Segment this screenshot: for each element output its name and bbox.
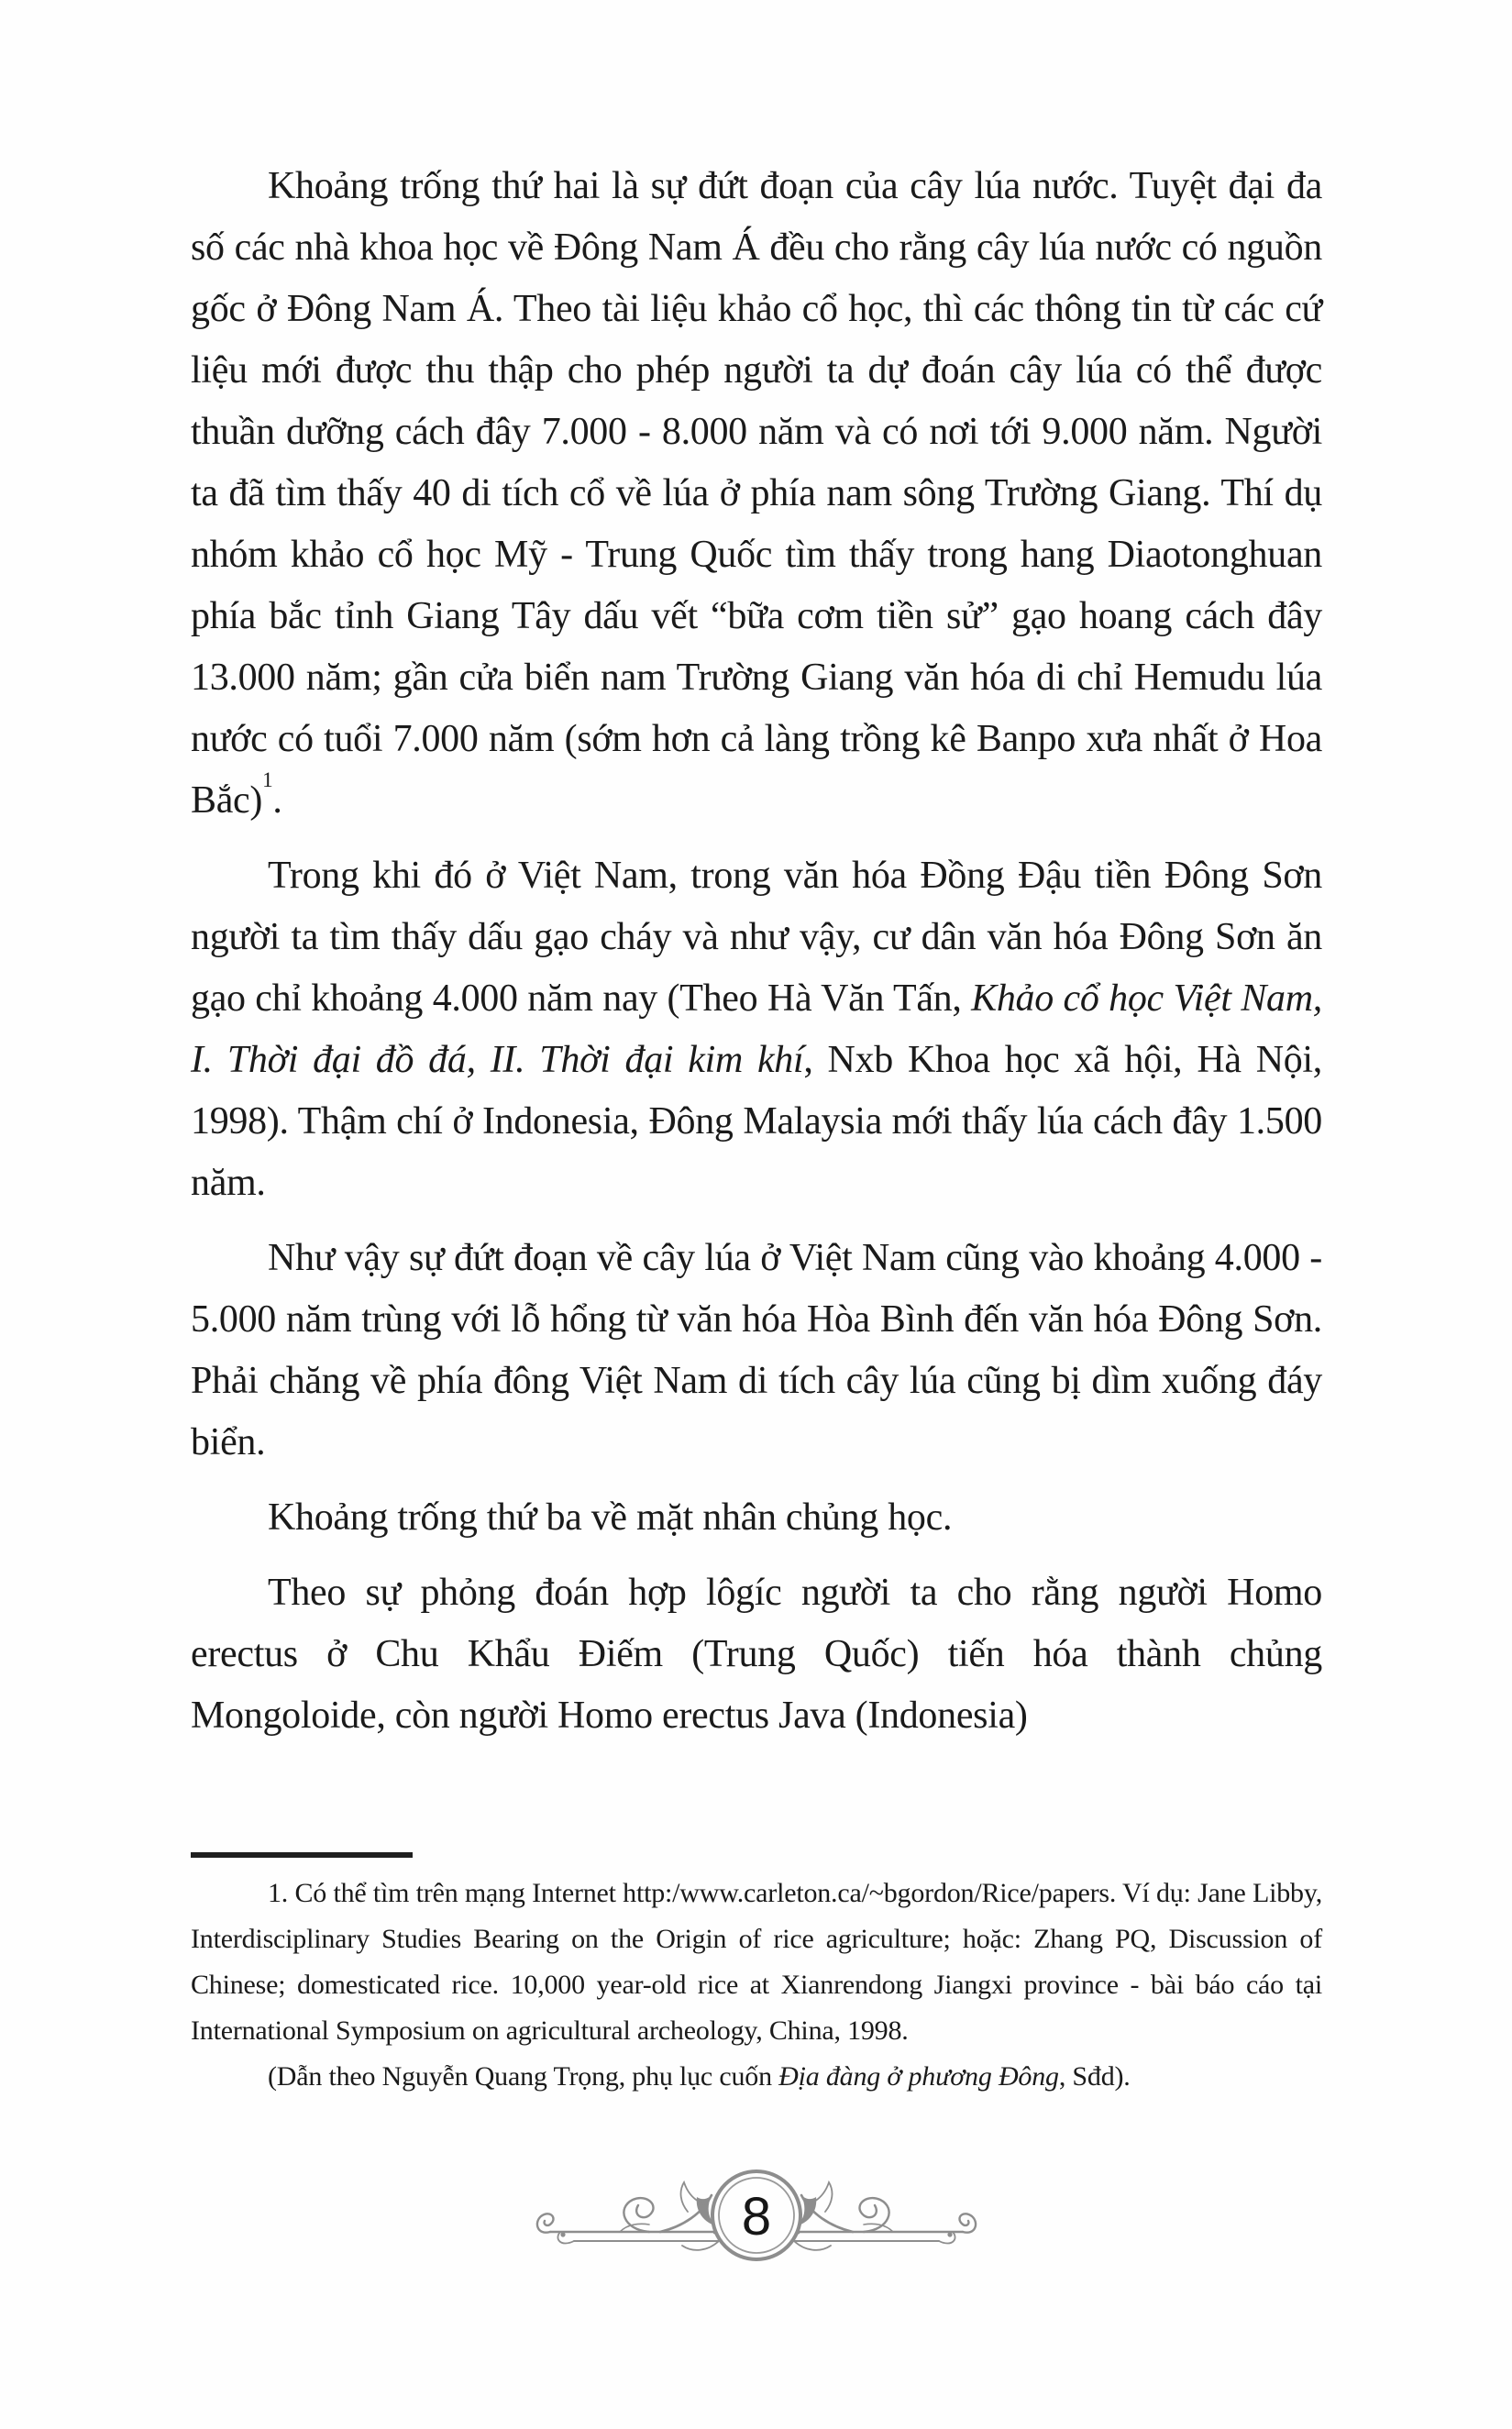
paragraph-2-text: Trong khi đó ở Việt Nam, trong văn hóa Đồng Đậu tiền Đông Sơn người ta tìm thấy dấu gạo cháy và như vậy, cư dân văn hóa Đông Sơn ăn gạo chỉ khoảng 4.000 năm nay (Theo Hà Văn Tấn, [191,855,1322,1020]
paragraph-4: Khoảng trống thứ ba về mặt nhân chủng học. [268,1496,953,1539]
page-number-ornament [0,2157,1512,2285]
footnote-2-text-end: , Sđd). [1058,2061,1131,2092]
paragraph-2 [191,845,1322,1214]
ornament-flourish-right [794,2182,976,2250]
footnote-2-book-title: Địa đàng ở phương Đông [778,2061,1059,2092]
paragraph-1 [191,156,1322,832]
paragraph-1-period: . [272,779,282,822]
paragraph-5: Theo sự phỏng đoán hợp lôgíc người ta cho rằng người Homo erectus ở Chu Khẩu Điếm (Trung Quốc) tiến hóa thành chủng Mongoloide, còn người Homo erectus Java (Indonesia) [191,1572,1322,1737]
paragraph-1-text: Khoảng trống thứ hai là sự đứt đoạn của cây lúa nước. Tuyệt đại đa số các nhà khoa học về Đông Nam Á đều cho rằng cây lúa nước có nguồn gốc ở Đông Nam Á. Theo tài liệu khảo cổ học, thì các thông tin từ các cứ liệu mới được thu thập cho phép người ta dự đoán cây lúa có thể được thuần dưỡng cách đây 7.000 - 8.000 năm và có nơi tới 9.000 năm. Người ta đã tìm thấy 40 di tích cổ về lúa ở phía nam sông Trường Giang. Thí dụ nhóm khảo cổ học Mỹ - Trung Quốc tìm thấy trong hang Diaotonghuan phía bắc tỉnh Giang Tây dấu vết “bữa cơm tiền sử” gạo hoang cách đây 13.000 năm; gần cửa biển nam Trường Giang văn hóa di chỉ Hemudu lúa nước có tuổi 7.000 năm (sớm hơn cả làng trồng kê Banpo xưa nhất ở Hoa Bắc) [191,165,1322,822]
footnote-1: 1. Có thể tìm trên mạng Internet http:/www.carleton.ca/~bgordon/Rice/papers. Ví dụ: Jane Libby, Interdisciplinary Studies Bearing on the Origin of rice agriculture; hoặc: Zhang PQ, Discussion of Chinese; domesticated rice. 10,000 year-old rice at Xianrendong Jiangxi province - bài báo cáo tại International Symposium on agricultural archeology, China, 1998. [191,1878,1322,2046]
paragraph-3: Như vậy sự đứt đoạn về cây lúa ở Việt Nam cũng vào khoảng 4.000 - 5.000 năm trùng với lỗ hổng từ văn hóa Hòa Bình đến văn hóa Đông Sơn. Phải chăng về phía đông Việt Nam di tích cây lúa cũng bị dìm xuống đáy biển. [191,1237,1322,1463]
page-number: 8 [741,2187,771,2247]
footnote-2 [191,2054,1322,2100]
footnotes-block [191,1871,1322,2100]
footnote-2-text: (Dẫn theo Nguyễn Quang Trọng, phụ lục cuốn [268,2061,779,2092]
paragraph-2-text-end: , Nxb Khoa học xã hội, Hà Nội, 1998). Thậm chí ở Indonesia, Đông Malaysia mới thấy lúa cách đây 1.500 năm. [191,1039,1322,1204]
ornament-graphic [532,2157,981,2285]
paragraph-2-book-title: Khảo cổ học Việt Nam, I. Thời đại đồ đá, II. Thời đại kim khí [191,977,1322,1081]
main-text-block [191,156,1322,1747]
footnote-separator [191,1852,413,1858]
ornament-flourish-left [536,2182,718,2250]
footnote-reference-1: 1 [262,767,273,792]
